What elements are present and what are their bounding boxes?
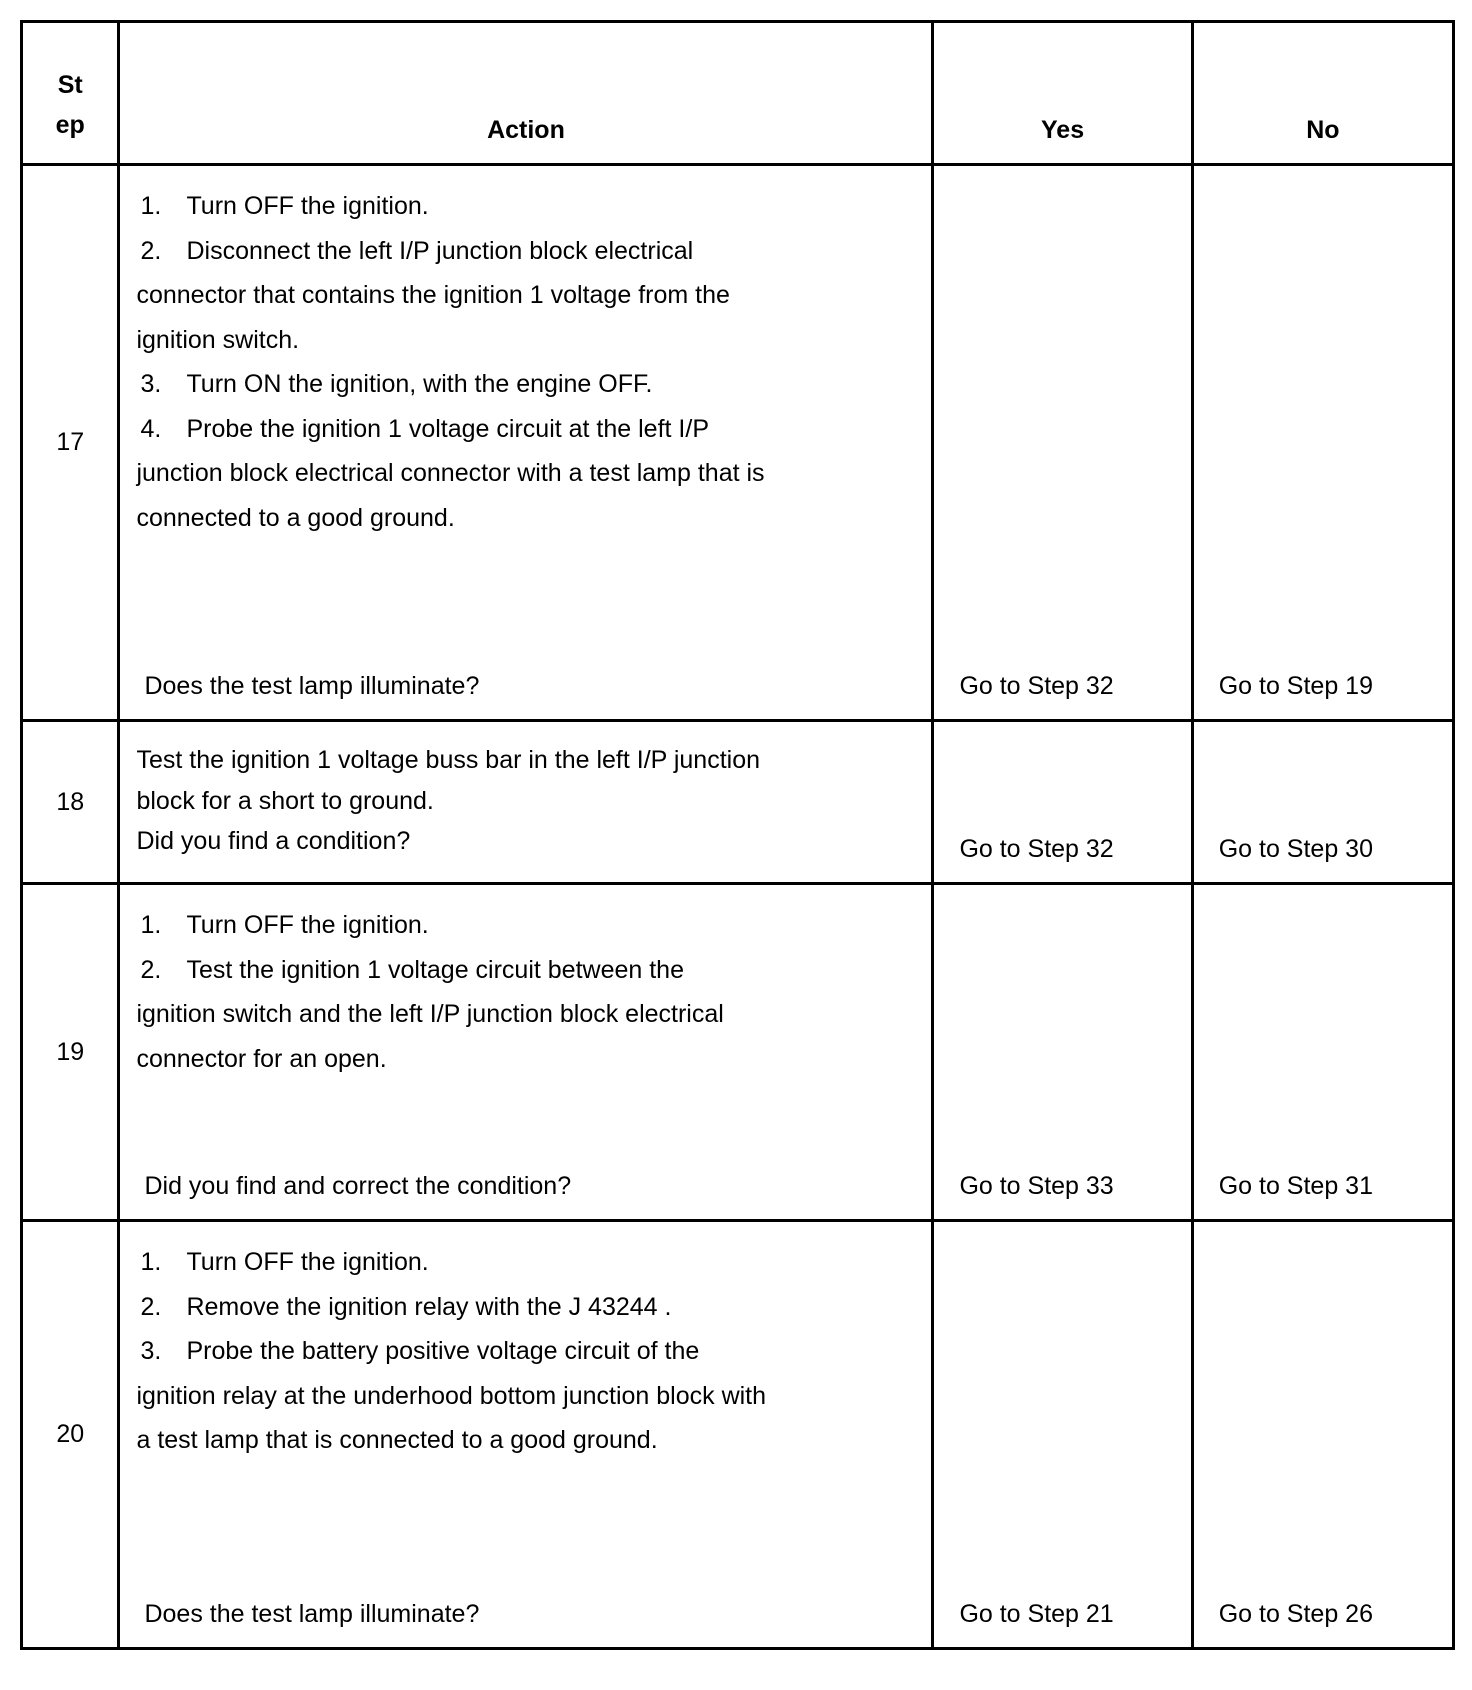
header-step-line1: St (57, 71, 83, 99)
header-no: No (1192, 22, 1453, 165)
action-line: 3. Turn ON the ignition, with the engine OFF. (140, 370, 653, 398)
step-number: 20 (22, 1221, 119, 1649)
yes-result: Go to Step 32 (959, 835, 1114, 863)
no-result: Go to Step 19 (1218, 672, 1373, 700)
yes-cell (933, 721, 1192, 884)
action-line: 1. Turn OFF the ignition. (140, 192, 429, 220)
diagnostic-table (20, 20, 1455, 1650)
no-result: Go to Step 30 (1218, 835, 1373, 863)
header-step-line2: ep (55, 111, 85, 139)
no-cell (1192, 1221, 1453, 1649)
no-result: Go to Step 31 (1218, 1172, 1373, 1200)
header-yes: Yes (933, 22, 1192, 165)
action-line: ignition switch and the left I/P junction block electrical (136, 1000, 724, 1028)
no-cell (1192, 165, 1453, 721)
action-question: Did you find and correct the condition? (144, 1172, 572, 1200)
yes-result: Go to Step 32 (959, 672, 1114, 700)
action-line: 2. Disconnect the left I/P junction block electrical (140, 236, 694, 265)
action-line: ignition switch. (136, 325, 300, 354)
action-line: 4. Probe the ignition 1 voltage circuit at the left I/P (140, 414, 709, 443)
action-line: 2. Remove the ignition relay with the J 43244 . (140, 1292, 672, 1321)
action-question: Does the test lamp illuminate? (144, 672, 480, 700)
action-line: connected to a good ground. (136, 503, 455, 532)
yes-cell (933, 165, 1192, 721)
step-number: 18 (22, 721, 119, 884)
yes-result: Go to Step 33 (959, 1172, 1114, 1200)
no-cell (1192, 884, 1453, 1221)
step-number: 17 (22, 165, 119, 721)
action-line: ignition relay at the underhood bottom junction block with (136, 1381, 767, 1410)
table-row-step-19 (22, 884, 1454, 1221)
action-line: a test lamp that is connected to a good ground. (136, 1426, 658, 1454)
action-line: 1. Turn OFF the ignition. (140, 911, 429, 939)
yes-cell (933, 884, 1192, 1221)
action-line: 3. Probe the battery positive voltage circuit of the (140, 1337, 700, 1365)
action-line: 2. Test the ignition 1 voltage circuit between the (140, 955, 684, 984)
table-row-step-17 (22, 165, 1454, 721)
action-cell (119, 721, 933, 884)
header-step (22, 22, 119, 165)
header-action: Action (119, 22, 933, 165)
action-line: junction block electrical connector with a test lamp that is (136, 459, 765, 487)
table-row-step-20 (22, 1221, 1454, 1649)
action-question: Does the test lamp illuminate? (144, 1600, 480, 1628)
action-line: connector for an open. (136, 1044, 387, 1073)
no-cell (1192, 721, 1453, 884)
action-line: block for a short to ground. (136, 786, 434, 815)
action-cell (119, 884, 933, 1221)
no-result: Go to Step 26 (1218, 1600, 1373, 1628)
step-number: 19 (22, 884, 119, 1221)
header-row (22, 22, 1454, 165)
yes-cell (933, 1221, 1192, 1649)
action-line: Test the ignition 1 voltage buss bar in the left I/P junction (136, 746, 761, 774)
action-question: Did you find a condition? (136, 827, 411, 855)
action-cell (119, 1221, 933, 1649)
action-line: connector that contains the ignition 1 voltage from the (136, 281, 730, 309)
table-row-step-18 (22, 721, 1454, 884)
action-cell (119, 165, 933, 721)
yes-result: Go to Step 21 (959, 1600, 1114, 1628)
action-line: 1. Turn OFF the ignition. (140, 1248, 429, 1276)
